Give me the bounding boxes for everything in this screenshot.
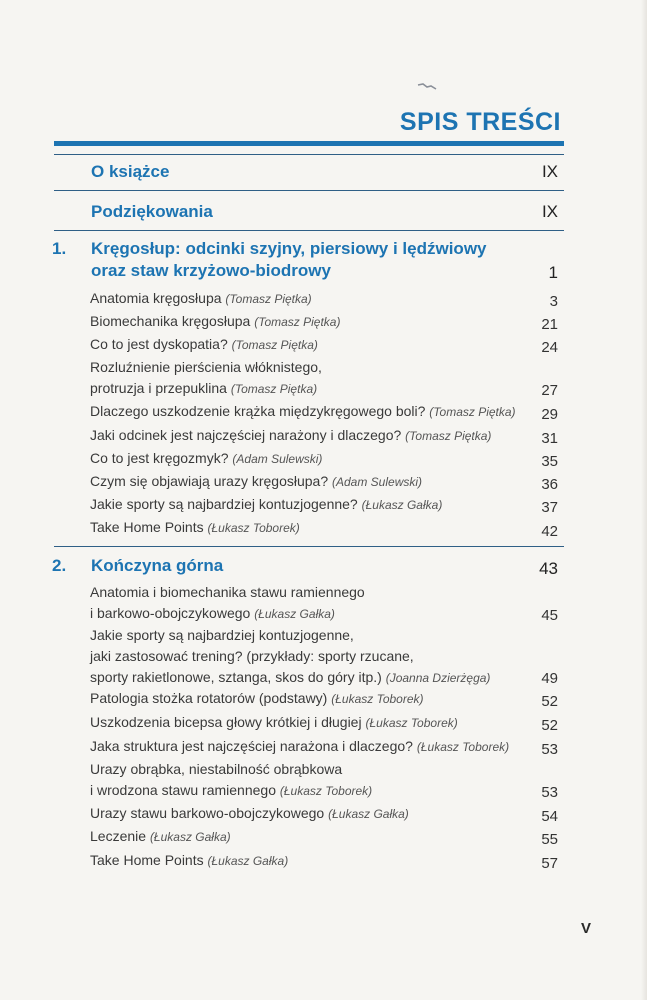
divider <box>54 154 564 155</box>
entry-page: 42 <box>541 523 558 540</box>
chapter-title-line: Kręgosłup: odcinki szyjny, piersiowy i lędźwiowy <box>91 239 487 258</box>
entry-page: 29 <box>541 406 558 423</box>
entry-page: 37 <box>541 499 558 516</box>
entry-page: 49 <box>541 670 558 687</box>
entry-title: Biomechanika kręgosłupa <box>90 313 255 329</box>
entry-author: (Łukasz Gałka) <box>254 607 335 621</box>
chapter-page: 43 <box>539 559 558 578</box>
entry-title: Anatomia kręgosłupa <box>90 290 226 306</box>
entry-author: (Łukasz Gałka) <box>207 854 289 868</box>
divider <box>54 546 564 547</box>
entry-author: (Łukasz Toborek) <box>416 740 510 754</box>
entry-author: (Tomasz Piętka) <box>230 382 318 396</box>
entry-title: Patologia stożka rotatorów (podstawy) <box>90 690 332 706</box>
section-page: IX <box>541 202 558 221</box>
section-title: O książce <box>91 162 170 181</box>
entry-author: (Tomasz Piętka) <box>231 338 318 352</box>
entry-author: (Tomasz Piętka) <box>429 405 516 419</box>
entry-page: 57 <box>541 855 558 872</box>
entry-author: (Adam Sulewski) <box>332 475 423 489</box>
entry-title: Urazy stawu barkowo-obojczykowego <box>90 805 329 821</box>
section-page: IX <box>541 162 558 181</box>
entry-author: (Łukasz Gałka) <box>149 830 231 844</box>
chapter-title-line: oraz staw krzyżowo-biodrowy <box>91 261 331 280</box>
entry-title: Take Home Points <box>90 519 208 535</box>
entry-title: jaki zastosować trening? (przykłady: sporty rzucane, <box>90 648 414 664</box>
entry-title: Jaka struktura jest najczęściej narażona i dlaczego? <box>90 738 417 754</box>
title-rule <box>54 141 564 146</box>
entry-page: 54 <box>541 808 558 825</box>
entry-page: 36 <box>541 476 558 493</box>
page-edge <box>641 0 647 1000</box>
entry-author: (Tomasz Piętka) <box>225 292 312 306</box>
entry-page: 24 <box>541 339 558 356</box>
entry-title: Co to jest kręgozmyk? <box>90 450 233 466</box>
entry-author: (Tomasz Piętka) <box>405 429 492 443</box>
entry-author: (Łukasz Gałka) <box>328 807 409 821</box>
entry-page: 21 <box>541 316 558 333</box>
page-folio: V <box>581 920 592 937</box>
entry-author: (Łukasz Toborek) <box>331 692 424 706</box>
entry-title: Take Home Points <box>90 852 208 868</box>
entry-page: 52 <box>541 693 558 710</box>
entry-author: (Łukasz Toborek) <box>279 784 373 798</box>
entry-author: (Łukasz Toborek) <box>365 716 458 730</box>
entry-page: 35 <box>541 453 558 470</box>
entry-author: (Łukasz Toborek) <box>207 521 300 535</box>
entry-title: i wrodzona stawu ramiennego <box>90 782 280 798</box>
entry-page: 3 <box>549 293 558 310</box>
entry-page: 55 <box>541 831 558 848</box>
entry-title: Jakie sporty są najbardziej kontuzjogenne? <box>90 496 362 512</box>
entry-page: 31 <box>541 430 558 447</box>
entry-page: 27 <box>541 382 558 399</box>
entry-page: 52 <box>541 717 558 734</box>
entry-title: sporty rakietlonowe, sztanga, skos do góry itp.) <box>90 669 386 685</box>
entry-title: Jaki odcinek jest najczęściej narażony i dlaczego? <box>90 427 406 443</box>
entry-title: Rozluźnienie pierścienia włóknistego, <box>90 359 322 375</box>
entry-title: i barkowo-obojczykowego <box>90 605 255 621</box>
ink-smudge <box>417 82 437 90</box>
divider <box>54 190 564 191</box>
page-title: SPIS TREŚCI <box>399 108 561 136</box>
entry-title: Co to jest dyskopatia? <box>90 336 232 352</box>
entry-author: (Adam Sulewski) <box>232 452 323 466</box>
divider <box>54 230 564 231</box>
entry-title: Uszkodzenia bicepsa głowy krótkiej i długiej <box>90 714 366 730</box>
entry-page: 53 <box>541 741 558 758</box>
entry-title: Leczenie <box>90 828 150 844</box>
entry-title: protruzja i przepuklina <box>90 380 231 396</box>
entry-title: Dlaczego uszkodzenie krążka międzykręgowego boli? <box>90 403 430 419</box>
entry-author: (Tomasz Piętka) <box>254 315 341 329</box>
entry-author: (Joanna Dzierżęga) <box>385 671 491 685</box>
entry-title: Anatomia i biomechanika stawu ramiennego <box>90 584 365 600</box>
chapter-title-line: Kończyna górna <box>91 556 224 575</box>
entry-page: 45 <box>541 607 558 624</box>
section-title: Podziękowania <box>91 202 213 221</box>
entry-page: 53 <box>541 784 558 801</box>
entry-title: Jakie sporty są najbardziej kontuzjogenne, <box>90 627 354 643</box>
chapter-number: 2. <box>52 556 67 575</box>
chapter-page: 1 <box>548 263 558 282</box>
entry-title: Urazy obrąbka, niestabilność obrąbkowa <box>90 761 343 777</box>
chapter-number: 1. <box>52 239 67 258</box>
entry-title: Czym się objawiają urazy kręgosłupa? <box>90 473 332 489</box>
entry-author: (Łukasz Gałka) <box>361 498 443 512</box>
